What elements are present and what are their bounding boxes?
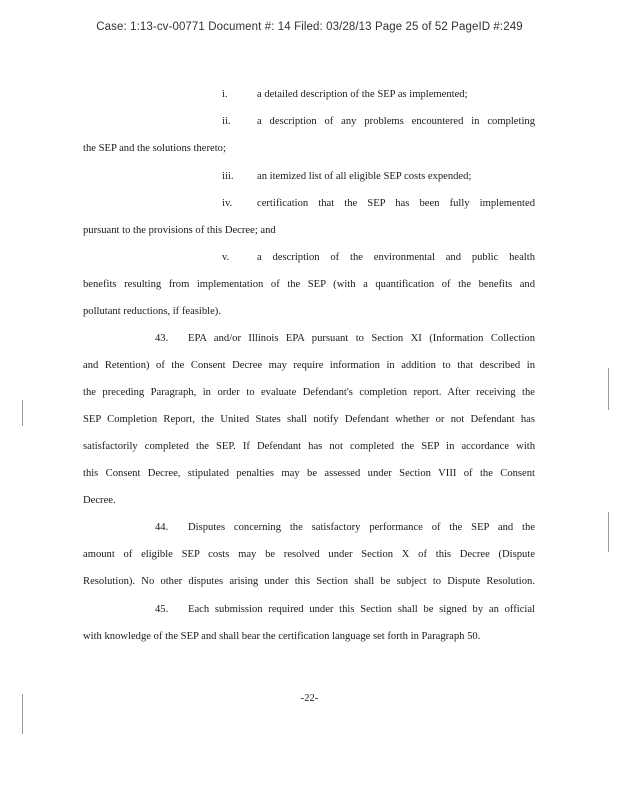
item-text-continued: pursuant to the provisions of this Decree; and: [83, 225, 276, 236]
item-text: an itemized list of all eligible SEP costs expended;: [257, 171, 472, 182]
paragraph-line: satisfactorily completed the SEP. If Defendant has not completed the SEP in accordance with: [83, 441, 535, 452]
scan-mark: [22, 694, 23, 734]
scan-mark: [22, 400, 23, 426]
paragraph-line: EPA and/or Illinois EPA pursuant to Section XI (Information Collection: [188, 333, 535, 344]
paragraph-line: the preceding Paragraph, in order to evaluate Defendant's completion report. After receiving the: [83, 387, 535, 398]
item-text: a detailed description of the SEP as implemented;: [257, 89, 468, 100]
paragraph-line: with knowledge of the SEP and shall bear the certification language set forth in Paragraph 50.: [83, 631, 481, 642]
item-number: ii.: [222, 116, 231, 127]
paragraph-line: Each submission required under this Section shall be signed by an official: [188, 604, 535, 615]
item-number: v.: [222, 252, 230, 263]
paragraph-number: 43.: [155, 333, 169, 344]
paragraph-line: this Consent Decree, stipulated penalties may be assessed under Section VIII of the Consent: [83, 468, 535, 479]
scan-mark: [608, 512, 609, 552]
paragraph-line: amount of eligible SEP costs may be resolved under Section X of this Decree (Dispute: [83, 549, 535, 560]
paragraph-line: and Retention) of the Consent Decree may require information in addition to that described in: [83, 360, 535, 371]
paragraph-line: SEP Completion Report, the United States shall notify Defendant whether or not Defendant has: [83, 414, 535, 425]
item-text: a description of the environmental and public health: [257, 252, 535, 263]
item-number: iii.: [222, 171, 234, 182]
item-text: a description of any problems encountered in completing: [257, 116, 535, 127]
item-text: certification that the SEP has been fully implemented: [257, 198, 535, 209]
document-header: Case: 1:13-cv-00771 Document #: 14 Filed: 03/28/13 Page 25 of 52 PageID #:249: [96, 21, 523, 33]
paragraph-number: 45.: [155, 604, 169, 615]
paragraph-number: 44.: [155, 522, 169, 533]
item-text-continued: pollutant reductions, if feasible).: [83, 306, 221, 317]
item-number: iv.: [222, 198, 233, 209]
page-number: -22-: [300, 693, 319, 704]
item-text-continued: the SEP and the solutions thereto;: [83, 143, 226, 154]
item-number: i.: [222, 89, 228, 100]
scan-mark: [608, 368, 609, 410]
paragraph-line: Resolution). No other disputes arising under this Section shall be subject to Dispute Resolution.: [83, 576, 535, 587]
paragraph-line: Disputes concerning the satisfactory performance of the SEP and the: [188, 522, 535, 533]
paragraph-line: Decree.: [83, 495, 116, 506]
item-text-continued: benefits resulting from implementation of the SEP (with a quantification of the benefits and: [83, 279, 535, 290]
